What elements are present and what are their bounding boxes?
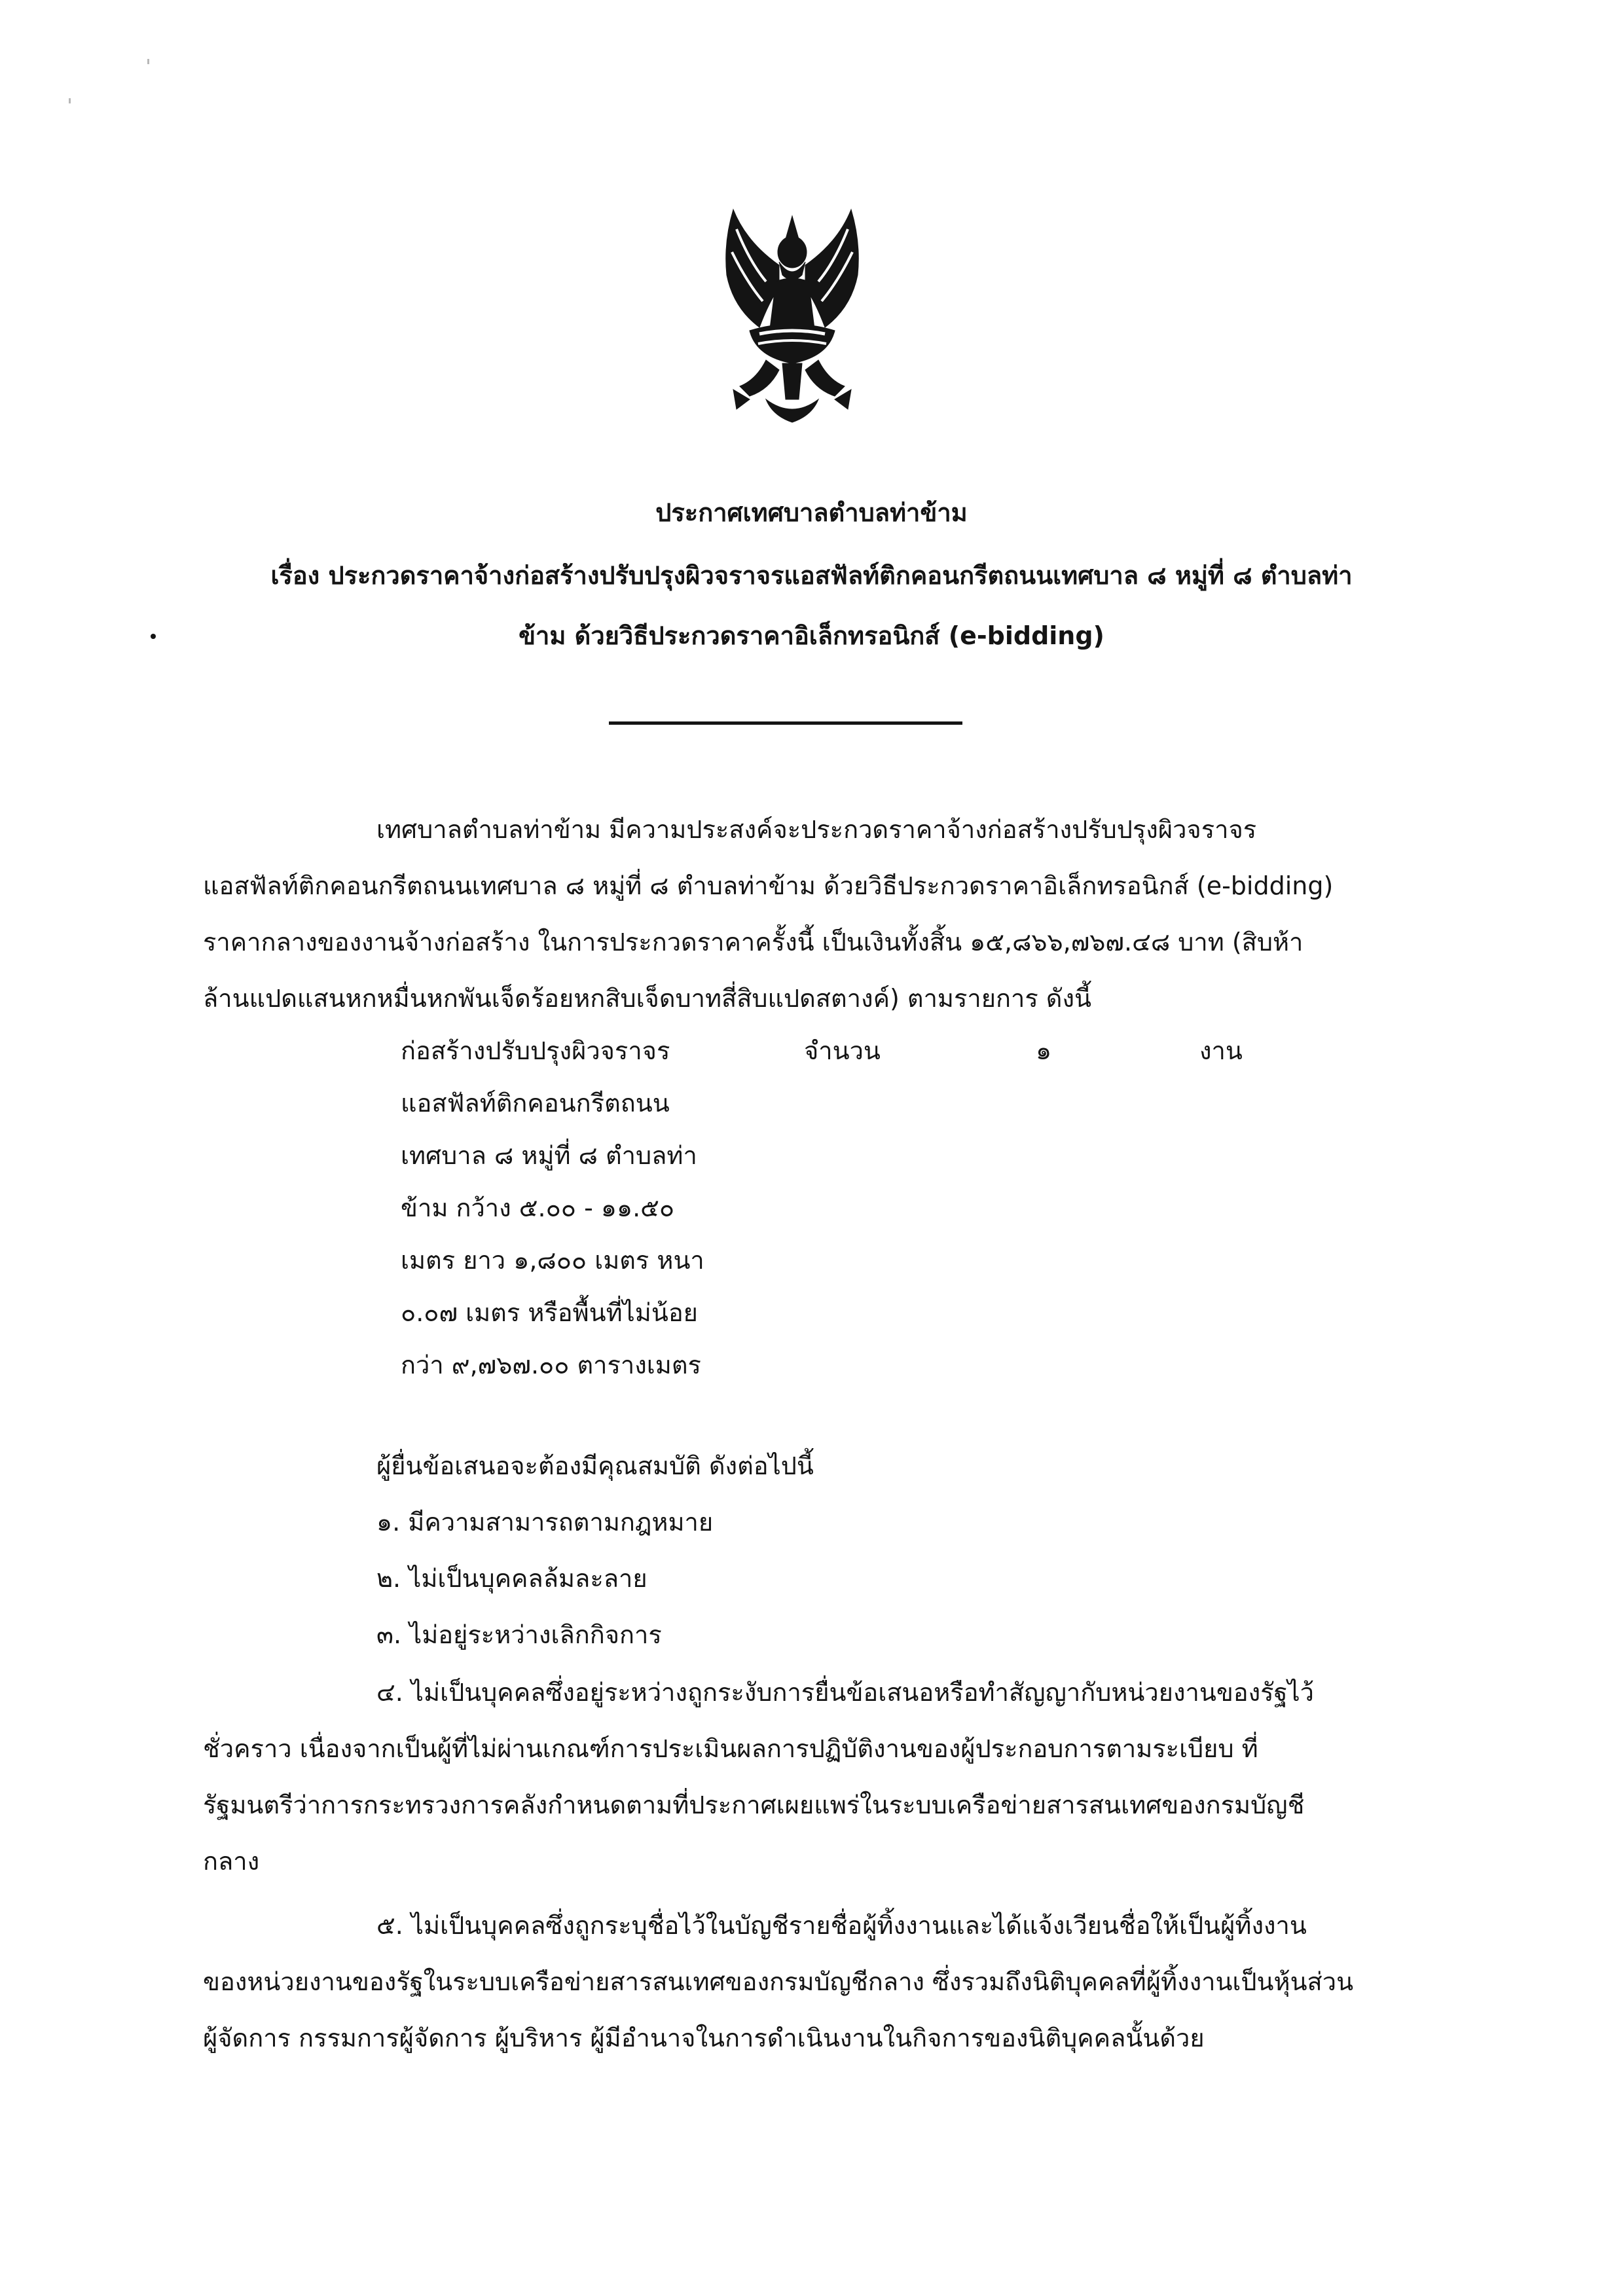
item-unit: งาน	[1199, 1036, 1243, 1065]
qualification-3: ๓. ไม่อยู่ระหว่างเลิกกิจการ	[376, 1620, 662, 1649]
qualification-4-line: ๔. ไม่เป็นบุคคลซึ่งอยู่ระหว่างถูกระงับการยื่นข้อเสนอหรือทำสัญญากับหน่วยงานของรัฐไว้	[376, 1678, 1314, 1707]
qualification-4-line: ชั่วคราว เนื่องจากเป็นผู้ที่ไม่ผ่านเกณฑ์การประเมินผลการปฏิบัติงานของผู้ประกอบการตามระเบียบ ที่	[203, 1734, 1258, 1763]
scan-speck	[69, 98, 71, 103]
intro-line-1: เทศบาลตำบลท่าข้าม มีความประสงค์จะประกวดราคาจ้างก่อสร้างปรับปรุงผิวจราจร	[376, 815, 1257, 844]
qualification-5-line: ผู้จัดการ กรรมการผู้จัดการ ผู้บริหาร ผู้มีอำนาจในการดำเนินงานในกิจการของนิติบุคคลนั้นด้วย	[203, 2024, 1205, 2052]
qualification-4-line: รัฐมนตรีว่าการกระทรวงการคลังกำหนดตามที่ประกาศเผยแพร่ในระบบเครือข่ายสารสนเทศของกรมบัญชี	[203, 1791, 1305, 1819]
title-divider	[609, 721, 962, 725]
qualification-1: ๑. มีความสามารถตามกฎหมาย	[376, 1508, 714, 1537]
item-desc-line: กว่า ๙,๗๖๗.๐๐ ตารางเมตร	[401, 1351, 701, 1379]
subject-line-2: ข้าม ด้วยวิธีประกวดราคาอิเล็กทรอนิกส์ (e-bidding)	[519, 621, 1104, 650]
item-qty-label: จำนวน	[804, 1036, 881, 1065]
item-desc-line: ข้าม กว้าง ๕.๐๐ - ๑๑.๕๐	[401, 1194, 675, 1222]
item-desc-line: ก่อสร้างปรับปรุงผิวจราจร	[401, 1036, 670, 1065]
intro-line-3: ราคากลางของงานจ้างก่อสร้าง ในการประกวดราคาครั้งนี้ เป็นเงินทั้งสิ้น ๑๕,๘๖๖,๗๖๗.๔๘ บาท (สิบห้า	[203, 928, 1304, 957]
item-desc-line: เมตร ยาว ๑,๘๐๐ เมตร หนา	[401, 1246, 704, 1275]
qualification-5-line: ของหน่วยงานของรัฐในระบบเครือข่ายสารสนเทศของกรมบัญชีกลาง ซึ่งรวมถึงนิติบุคคลที่ผู้ทิ้งงานเป็นหุ้นส่วน	[203, 1967, 1354, 1996]
intro-line-2: แอสฟัลท์ติกคอนกรีตถนนเทศบาล ๘ หมู่ที่ ๘ ตำบลท่าข้าม ด้วยวิธีประกวดราคาอิเล็กทรอนิกส์ (e-bidding)	[203, 871, 1334, 900]
item-desc-line: แอสฟัลท์ติกคอนกรีตถนน	[401, 1089, 670, 1118]
subject-line-1: เรื่อง ประกวดราคาจ้างก่อสร้างปรับปรุงผิวจราจรแอสฟัลท์ติกคอนกรีตถนนเทศบาล ๘ หมู่ที่ ๘ ตำบลท่า	[270, 561, 1353, 590]
item-desc-line: เทศบาล ๘ หมู่ที่ ๘ ตำบลท่า	[401, 1141, 697, 1170]
item-qty: ๑	[1036, 1036, 1052, 1065]
qualification-4-line: กลาง	[203, 1847, 260, 1876]
announcement-title: ประกาศเทศบาลตำบลท่าข้าม	[655, 498, 968, 527]
qualification-2: ๒. ไม่เป็นบุคคลล้มละลาย	[376, 1564, 647, 1593]
qualification-5-line: ๕. ไม่เป็นบุคคลซึ่งถูกระบุชื่อไว้ในบัญชีรายชื่อผู้ทิ้งงานและได้แจ้งเวียนชื่อให้เป็นผู้ทิ้งงาน	[376, 1911, 1307, 1940]
scan-speck	[147, 59, 149, 64]
qualifications-heading: ผู้ยื่นข้อเสนอจะต้องมีคุณสมบัติ ดังต่อไปนี้	[376, 1451, 814, 1480]
intro-line-4: ล้านแปดแสนหกหมื่นหกพันเจ็ดร้อยหกสิบเจ็ดบาทสี่สิบแปดสตางค์) ตามรายการ ดังนี้	[203, 984, 1092, 1013]
garuda-emblem-icon	[687, 203, 897, 426]
item-desc-line: ๐.๐๗ เมตร หรือพื้นที่ไม่น้อย	[401, 1298, 698, 1327]
